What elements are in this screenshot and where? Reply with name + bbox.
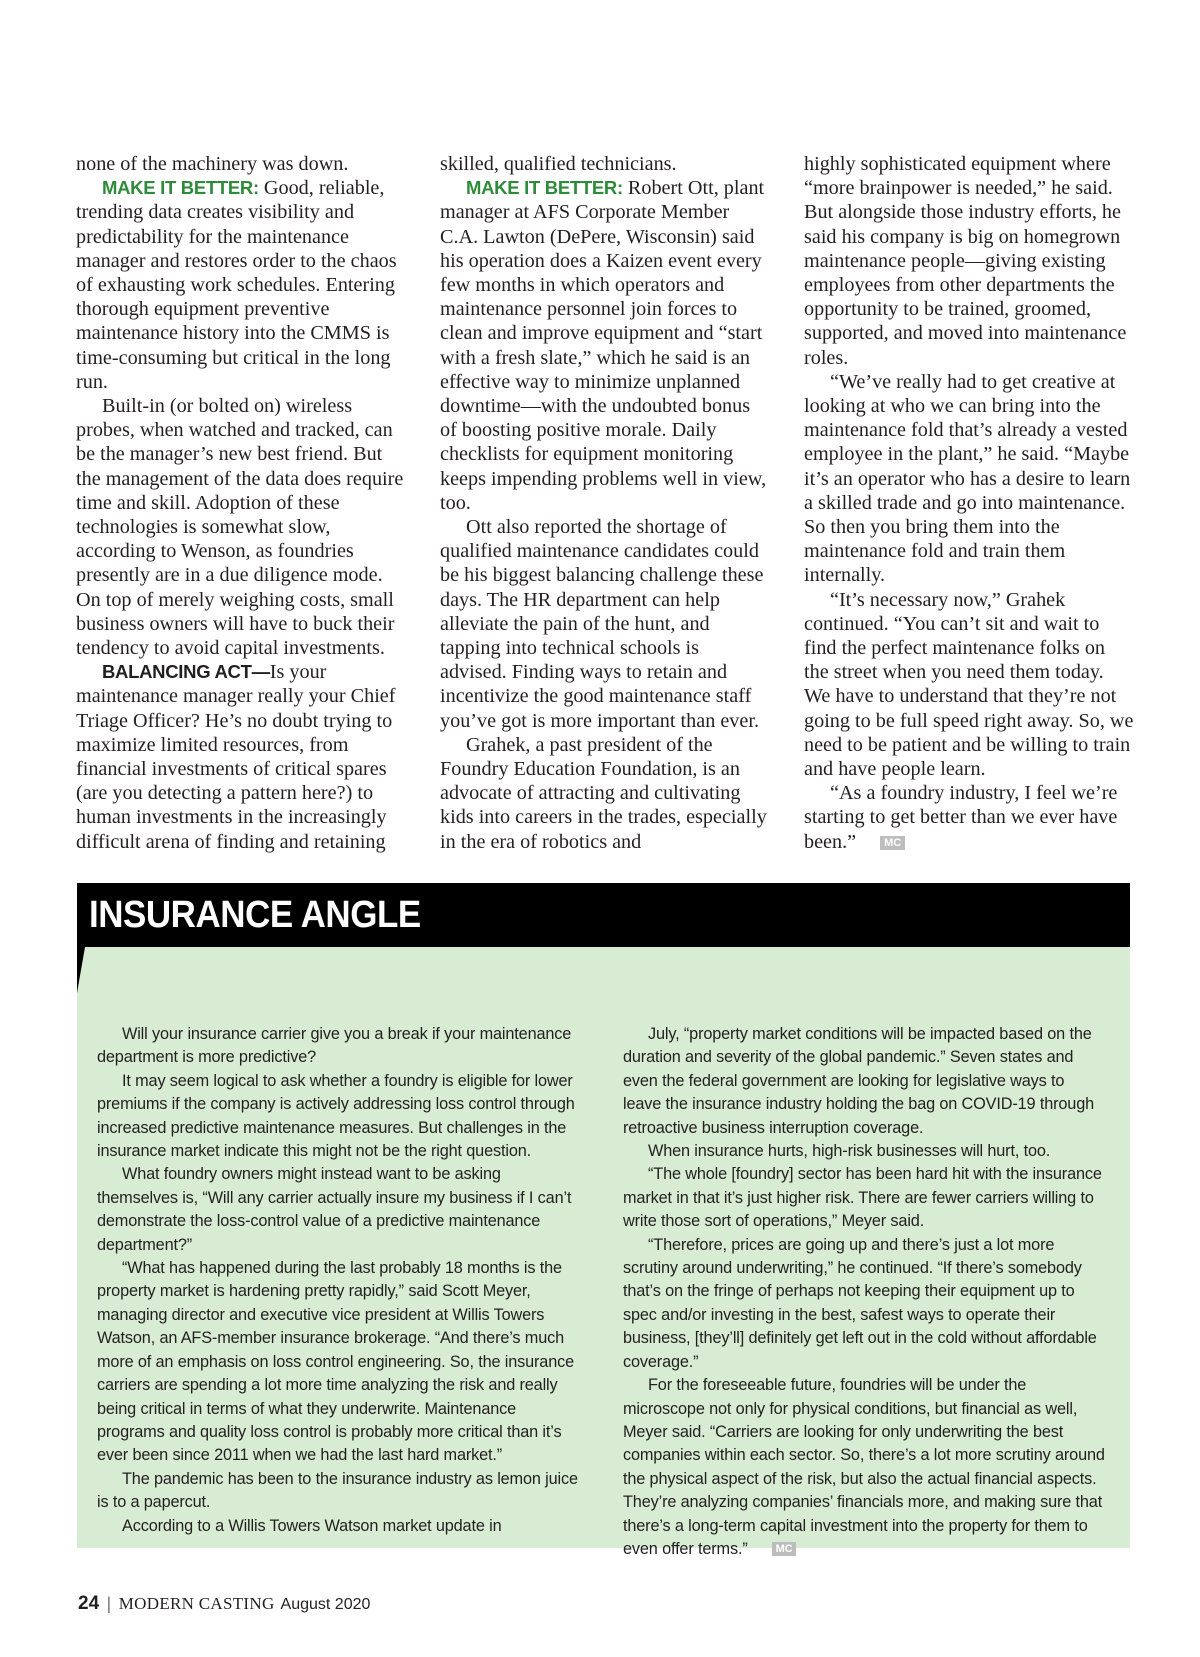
paragraph-text: “It’s necessary now,” Grahek continued. “You can’t sit and wait to find the perfect maintenance folks on the street when you need them today. We have to understand that they’re not going to be full speed right away. So, we need to be patient and be willing to train and have people learn. [804, 588, 1134, 781]
paragraph [804, 370, 1134, 588]
paragraph [623, 1140, 1105, 1163]
paragraph [76, 176, 408, 394]
paragraph-lead-in: MAKE IT BETTER: [466, 177, 623, 199]
paragraph [76, 660, 408, 854]
paragraph [97, 1515, 579, 1538]
paragraph [804, 781, 1134, 854]
paragraph [804, 152, 1134, 370]
paragraph [440, 176, 770, 515]
paragraph [804, 588, 1134, 782]
paragraph-text: “As a foundry industry, I feel we’re starting to get better than we ever have been.” [804, 782, 1118, 853]
sidebar-column-2 [623, 1023, 1105, 1561]
paragraph-text: For the foreseeable future, foundries will be under the microscope not only for physical conditions, but financial as well, Meyer said. “Carriers are looking for only underwriting the best companies within each sector. So, there’s a lot more scrutiny around the physical aspect of the risk, but also the actual financial aspects. They’re analyzing companies’ financials more, and making sure that there’s a long-term capital investment into the property for them to even offer terms.” [623, 1376, 1105, 1558]
insurance-angle-sidebar [77, 883, 1130, 1558]
paragraph-text: “What has happened during the last probably 18 months is the property market is hardening pretty rapidly,” said Scott Meyer, managing director and executive vice president at Willis Towers Watson, an AFS-member insurance brokerage. “And there’s much more of an emphasis on loss control engineering. So, the insurance carriers are spending a lot more time analyzing the risk and really being critical in terms of what they underwrite. Maintenance programs and quality loss control is probably more critical than it’s ever been since 2011 when we had the last hard market.” [97, 1259, 575, 1465]
sidebar-column-1 [97, 1023, 579, 1538]
paragraph-text: When insurance hurts, high-risk businesses will hurt, too. [648, 1142, 1051, 1161]
page-number: 24 [78, 1593, 100, 1614]
paragraph [623, 1234, 1105, 1374]
paragraph [623, 1374, 1105, 1561]
paragraph-text: highly sophisticated equipment where “more brainpower is needed,” he said. But alongside those industry efforts, he said his company is big on homegrown maintenance people—giving existing employees from other departments the opportunity to be trained, groomed, supported, and moved into maintenance roles. [804, 153, 1127, 369]
paragraph-text: Robert Ott, plant manager at AFS Corporate Member C.A. Lawton (DePere, Wisconsin) said his operation does a Kaizen event every few months in which operators and maintenance personnel join forces to clean and improve equipment and “start with a fresh slate,” which he said is an effective way to minimize unplanned downtime—with the undoubted bonus of boosting positive morale. Daily checklists for equipment monitoring keeps impending problems well in view, too. [440, 177, 767, 514]
paragraph-lead-in: MAKE IT BETTER: [102, 177, 259, 199]
paragraph-lead-in: BALANCING ACT— [102, 661, 270, 683]
article-column-1 [76, 152, 408, 854]
paragraph [76, 394, 408, 660]
magazine-name: MODERN CASTING [118, 1594, 275, 1613]
paragraph-text: none of the machinery was down. [76, 153, 349, 175]
paragraph [97, 1023, 579, 1070]
paragraph-text: Built-in (or bolted on) wireless probes, when watched and tracked, can be the manager’s new best friend. But the management of the data does require time and skill. Adoption of these technologies is somewhat slow, according to Wenson, as foundries presently are in a due diligence mode. On top of merely weighing costs, small business owners will have to buck their tendency to avoid capital investments. [76, 395, 404, 660]
sidebar-background [77, 947, 1130, 1558]
paragraph [76, 152, 408, 176]
paragraph [440, 733, 770, 854]
paragraph-text: The pandemic has been to the insurance industry as lemon juice is to a papercut. [97, 1469, 578, 1512]
paragraph-text: According to a Willis Towers Watson market update in [122, 1516, 502, 1535]
paragraph-text: It may seem logical to ask whether a foundry is eligible for lower premiums if the company is actively addressing loss control through increased predictive maintenance measures. But challenges in the insurance market indicate this might not be the right question. [97, 1071, 575, 1161]
paragraph [440, 515, 770, 733]
end-mark-badge: MC [880, 836, 905, 850]
paragraph [440, 152, 770, 176]
paragraph [623, 1023, 1105, 1140]
paragraph-text: skilled, qualified technicians. [440, 153, 677, 175]
issue-date: August 2020 [280, 1596, 371, 1613]
paragraph-text: Is your maintenance manager really your Chief Triage Officer? He’s no doubt trying to maximize limited resources, from financial investments of critical spares (are you detecting a pattern here?) to human investments in the increasingly difficult arena of finding and retaining [76, 661, 396, 853]
paragraph-text: Grahek, a past president of the Foundry Education Foundation, is an advocate of attracting and cultivating kids into careers in the trades, especially in the era of robotics and [440, 733, 767, 853]
paragraph-text: Ott also reported the shortage of qualified maintenance candidates could be his biggest balancing challenge these days. The HR department can help alleviate the pain of the hunt, and tapping into technical schools is advised. Finding ways to retain and incentivize the good maintenance staff you’ve got is more important than ever. [440, 516, 764, 732]
footer-separator: | [107, 1593, 111, 1613]
paragraph [623, 1163, 1105, 1233]
article-column-2 [440, 152, 770, 854]
paragraph [97, 1468, 579, 1515]
page-footer [78, 1590, 370, 1616]
paragraph [97, 1257, 579, 1468]
paragraph-text: July, “property market conditions will be impacted based on the duration and severity of the global pandemic.” Seven states and even the federal government are looking for legislative ways to leave the insurance industry holding the bag on COVID-19 through retroactive business interruption coverage. [623, 1025, 1094, 1137]
sidebar-title: INSURANCE ANGLE [89, 894, 421, 936]
paragraph-text: Good, reliable, trending data creates visibility and predictability for the maintenance manager and restores order to the chaos of exhausting work schedules. Entering thorough equipment preventive maintenance history into the CMMS is time-consuming but critical in the long run. [76, 177, 397, 393]
article-column-3 [804, 152, 1134, 854]
paragraph-text: What foundry owners might instead want to be asking themselves is, “Will any carrier actually insure my business if I can’t demonstrate the loss-control value of a predictive maintenance department?” [97, 1165, 572, 1254]
paragraph [97, 1070, 579, 1164]
paragraph-text: Will your insurance carrier give you a break if your maintenance department is more predictive? [97, 1025, 572, 1067]
sidebar-header-bar [77, 883, 1130, 947]
paragraph-text: “Therefore, prices are going up and there’s just a lot more scrutiny around underwriting,” he continued. “If there’s somebody that’s on the fringe of perhaps not keeping their equipment up to spec and/or investing in the best, safest ways to operate their business, [they’ll] definitely get left out in the cold without affordable coverage.” [623, 1235, 1097, 1371]
sidebar-header-tab [77, 947, 85, 993]
end-mark-badge: MC [772, 1542, 797, 1556]
paragraph-text: “We’ve really had to get creative at looking at who we can bring into the maintenance fold that’s already a vested employee in the plant,” he said. “Maybe it’s an operator who has a desire to learn a skilled trade and go into maintenance. So then you bring them into the maintenance fold and train them internally. [804, 370, 1131, 587]
paragraph [97, 1163, 579, 1257]
paragraph-text: “The whole [foundry] sector has been hard hit with the insurance market in that it’s just higher risk. There are fewer carriers willing to write those sort of operations,” Meyer said. [623, 1165, 1102, 1231]
